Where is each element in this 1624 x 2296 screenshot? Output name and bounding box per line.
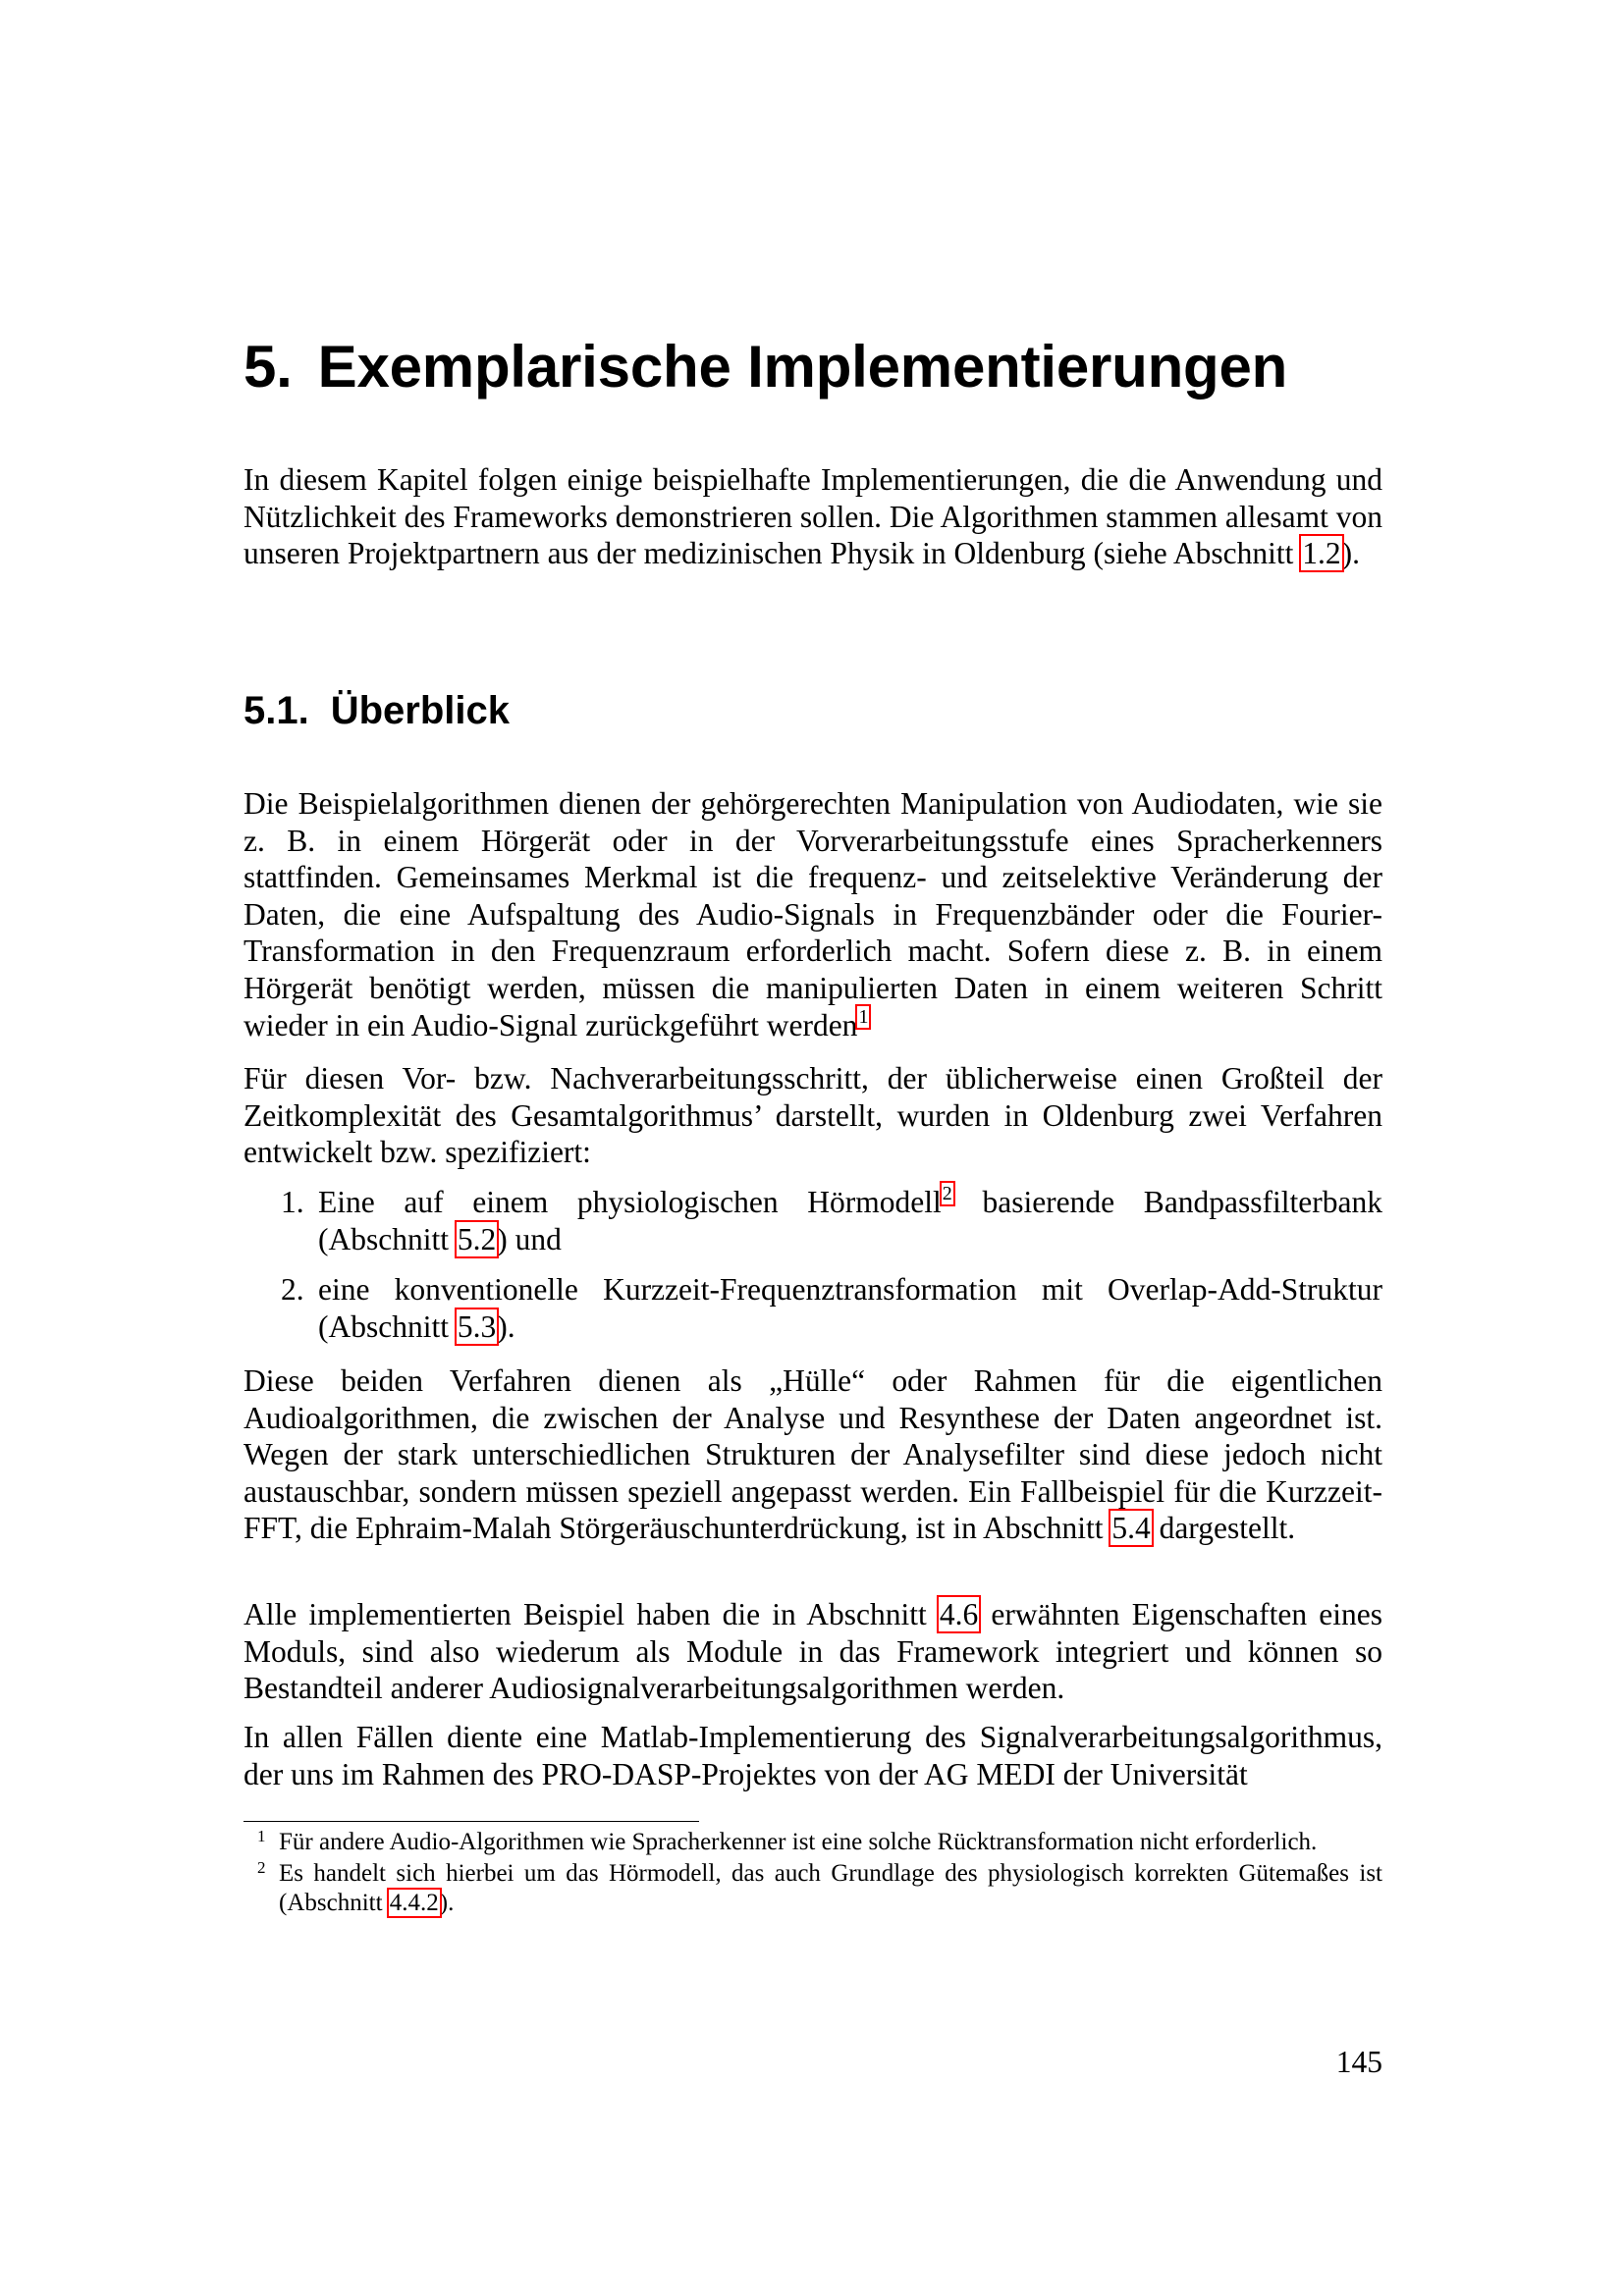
footnote-text-end: ). [439, 1890, 455, 1916]
section-ref-link[interactable]: 1.2 [1302, 536, 1341, 571]
footnote-text: Es handelt sich hierbei um das Hörmodell, das auch Grundlage des physiologisch korrekten Gütemaßes ist (Abschnitt [279, 1860, 1382, 1916]
matlab-text: In allen Fällen diente eine Matlab-Implementierung des Signalverarbeitungsalgorithmus, der uns im Rahmen des PRO-DASP-Projektes von der AG MEDI der Universität [244, 1720, 1382, 1791]
document-page [244, 0, 1382, 2296]
procedure-paragraph [244, 1060, 1382, 1171]
footnote-2-link[interactable]: 2 [942, 1183, 952, 1204]
footnote-mark: 2 [257, 1858, 266, 1877]
footnote-2 [244, 1859, 1382, 1918]
matlab-paragraph [244, 1719, 1382, 1792]
module-text: Alle implementierten Beispiel haben die in Abschnitt [244, 1597, 939, 1631]
procedure-list [281, 1184, 1382, 1345]
chapter-title-text: Exemplarische Implementierungen [317, 334, 1288, 400]
envelope-paragraph [244, 1362, 1382, 1547]
footnote-1-link[interactable]: 1 [858, 1005, 869, 1028]
section-number: 5.1. [244, 689, 309, 732]
intro-text-end: ). [1341, 536, 1360, 571]
envelope-text: Diese beiden Verfahren dienen als „Hülle“ oder Rahmen für die eigentlichen Audioalgorithmen, die zwischen der Analyse und Resynthese der Daten angeordnet ist. Wegen der stark unterschiedlichen Strukturen der Analysefilter sind diese jedoch nicht austauschbar, sondern müssen speziell angepasst werden. Ein Fallbeispiel für die Kurzzeit-FFT, die Ephraim-Malah Störgeräuschunterdrückung, ist in Abschnitt [244, 1363, 1382, 1546]
list-item-text: Eine auf einem physiologischen Hörmodell [318, 1185, 942, 1219]
footnotes [244, 1828, 1382, 1920]
list-item-marker: 1. [281, 1185, 304, 1219]
footnote-1 [244, 1828, 1382, 1857]
page-number: 145 [1335, 2045, 1382, 2079]
footnote-mark: 1 [257, 1827, 266, 1845]
list-item [281, 1184, 1382, 1257]
section-ref-link[interactable]: 4.4.2 [389, 1890, 439, 1916]
list-item-marker: 2. [281, 1272, 304, 1308]
chapter-number: 5. [244, 334, 293, 400]
list-item-text: ) und [497, 1221, 562, 1256]
module-text-end: erwähnten Eigenschaften eines Moduls, sind also wiederum als Module in das Framework integriert und können so Bestandteil anderer Audiosignalverarbeitungsalgorithmen werden. [244, 1597, 1382, 1706]
list-item-text: ). [497, 1308, 515, 1344]
intro-paragraph [244, 461, 1382, 572]
footnote-divider [244, 1821, 699, 1822]
section-title-text: Überblick [330, 689, 511, 732]
list-item-text: basierende Bandpassfilterbank (Abschnitt [318, 1185, 1382, 1256]
list-item [281, 1271, 1382, 1345]
intro-text: In diesem Kapitel folgen einige beispielhafte Implementierungen, die die Anwendung und Nützlichkeit des Frameworks demonstrieren sollen. Die Algorithmen stammen allesamt von unseren Projektpartnern aus der medizinischen Physik in Oldenburg (siehe Abschnitt [244, 462, 1382, 571]
section-ref-link[interactable]: 4.6 [939, 1597, 979, 1631]
overview-text: Die Beispielalgorithmen dienen der gehörgerechten Manipulation von Audiodaten, wie sie z. B. in einem Hörgerät oder in der Vorverarbeitungsstufe eines Spracherkenners stattfinden. Gemeinsames Merkmal ist die frequenz- und zeitselektive Veränderung der Daten, die eine Aufspaltung des Audio-Signals in Frequenzbänder oder die Fourier-Transformation in den Frequenzraum erforderlich macht. Sofern diese z. B. in einem Hörgerät benötigt werden, müssen die manipulierten Daten in einem weiteren Schritt wieder in ein Audio-Signal zurückgeführt werden [244, 786, 1382, 1042]
section-title [244, 687, 1382, 734]
section-ref-link[interactable]: 5.4 [1111, 1511, 1151, 1546]
section-ref-link[interactable]: 5.3 [457, 1308, 497, 1344]
footnote-text: Für andere Audio-Algorithmen wie Spracherkenner ist eine solche Rücktransformation nicht erforderlich. [279, 1829, 1318, 1855]
envelope-text-end: dargestellt. [1151, 1511, 1296, 1546]
list-item-text: eine konventionelle Kurzzeit-Frequenztransformation mit Overlap-Add-Struktur (Abschnitt [318, 1272, 1382, 1344]
procedure-text: Für diesen Vor- bzw. Nachverarbeitungsschritt, der üblicherweise einen Großteil der Zeitkomplexität des Gesamtalgorithmus’ darstellt, wurden in Oldenburg zwei Verfahren entwickelt bzw. spezifiziert: [244, 1061, 1382, 1170]
module-paragraph [244, 1596, 1382, 1707]
section-ref-link[interactable]: 5.2 [457, 1221, 497, 1256]
chapter-title [244, 332, 1382, 402]
overview-paragraph [244, 785, 1382, 1043]
